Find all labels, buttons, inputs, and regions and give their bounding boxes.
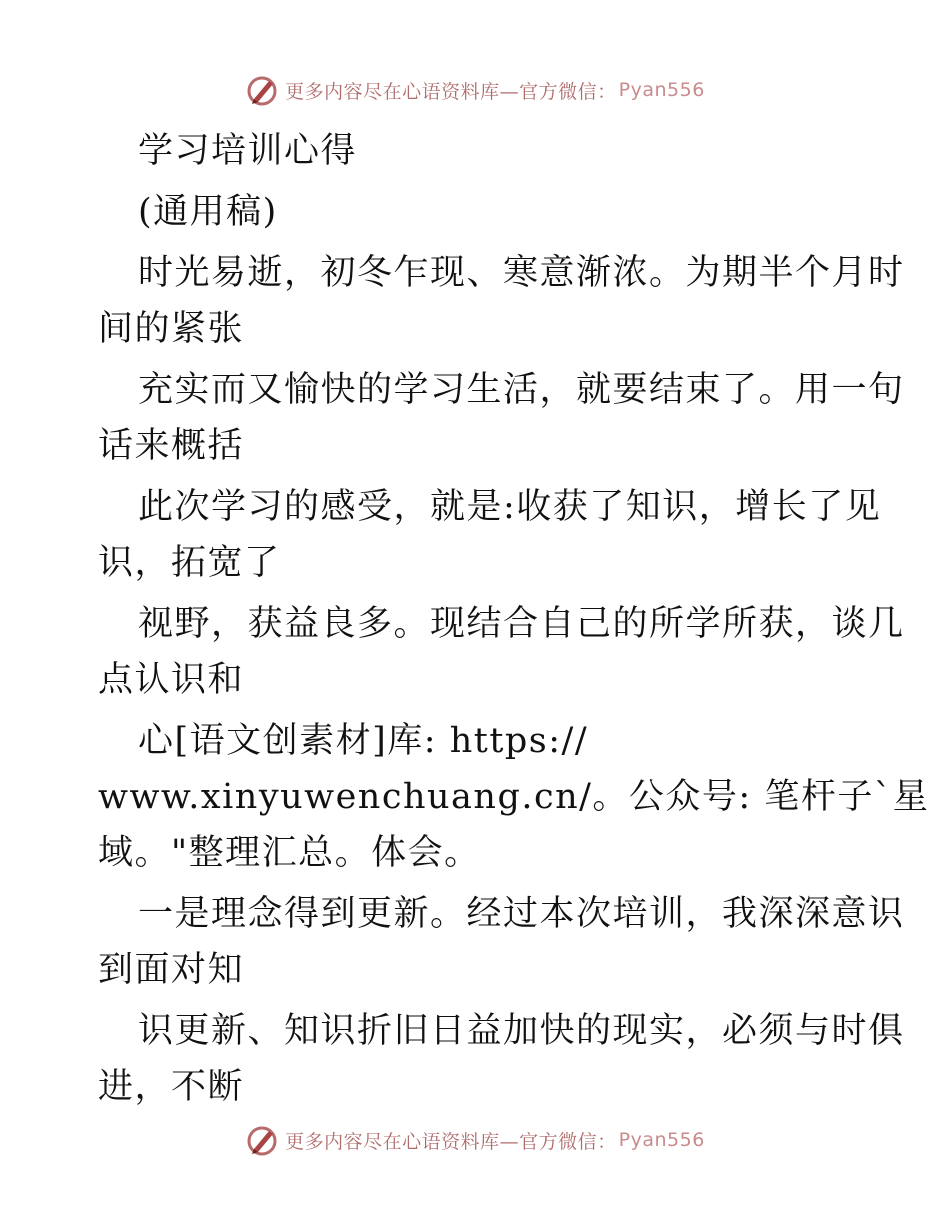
header-banner-handle: Pyan556 (618, 79, 705, 101)
text-line: 此次学习的感受，就是:收获了知识，增长了见 (138, 487, 882, 527)
text-line: 一是理念得到更新。经过本次培训，我深深意识 (138, 894, 905, 934)
text-line: 识，拓宽了 (98, 543, 281, 583)
footer-banner-handle: Pyan556 (618, 1129, 705, 1151)
text-line: 间的紧张 (98, 309, 245, 349)
doc-subtitle: (通用稿) (138, 192, 278, 232)
text-line: 到面对知 (98, 950, 245, 990)
header-banner (0, 70, 950, 110)
text-line: 心[语文创素材]库: https:// (138, 721, 589, 761)
footer-banner (0, 1120, 950, 1160)
pen-in-circle-icon (245, 1123, 279, 1157)
text-line: 充实而又愉快的学习生活，就要结束了。用一句 (138, 370, 905, 410)
footer-banner-text: 更多内容尽在心语资料库—官方微信： (285, 1130, 617, 1153)
text-line: www.xinyuwenchuang.cn/。公众号: 笔杆子`星 (98, 777, 930, 817)
header-banner-text: 更多内容尽在心语资料库—官方微信： (285, 80, 617, 103)
text-line: 进，不断 (98, 1067, 245, 1107)
pen-in-circle-icon (245, 73, 279, 107)
text-line: 视野，获益良多。现结合自己的所学所获，谈几 (138, 604, 905, 644)
text-line: 时光易逝，初冬乍现、寒意渐浓。为期半个月时 (138, 253, 905, 293)
text-line: 识更新、知识折旧日益加快的现实，必须与时俱 (138, 1011, 905, 1051)
doc-title: 学习培训心得 (138, 131, 358, 171)
text-line: 域。"整理汇总。体会。 (98, 833, 481, 873)
text-line: 点认识和 (98, 660, 245, 700)
text-line: 话来概括 (98, 426, 245, 466)
